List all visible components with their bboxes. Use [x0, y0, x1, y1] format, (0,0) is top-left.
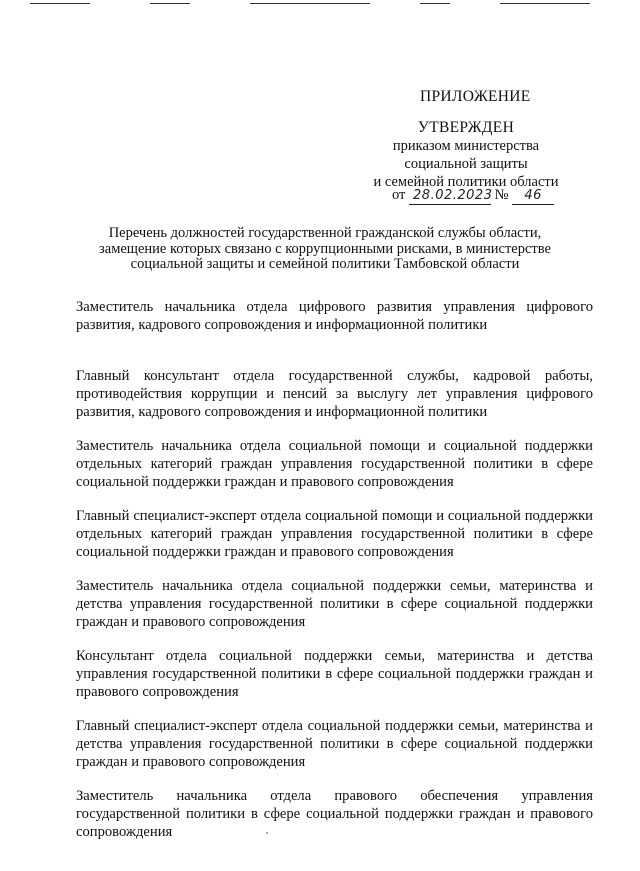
order-date: 28.02.2023 — [409, 188, 491, 205]
approved-title: УТВЕРЖДЕН — [417, 119, 515, 136]
order-number: 46 — [512, 188, 554, 205]
document-title-line: Перечень должностей государственной гражданской службы области, — [108, 225, 542, 241]
document-title-line: социальной защиты и семейной политики Тамбовской области — [130, 256, 520, 272]
position-item: Консультант отдела социальной поддержки семьи, материнства и детства управления государственной политики в сфере социальной поддержки граждан и правового сопровождения — [76, 648, 593, 700]
approved-by-line: и семейной политики области — [373, 174, 559, 190]
document-title-line: замещение которых связано с коррупционными рисками, в министерстве — [99, 240, 551, 257]
scan-speck — [266, 832, 268, 834]
position-item: Заместитель начальника отдела социальной поддержки семьи, материнства и детства управления государственной политики в сфере социальной поддержки граждан и правового сопровождения — [76, 578, 593, 630]
order-date-number-line — [392, 187, 554, 205]
position-item: Заместитель начальника отдела цифрового развития управления цифрового развития, кадрового сопровождения и информационной политики — [76, 299, 593, 333]
appendix-label: ПРИЛОЖЕНИЕ — [420, 88, 531, 105]
scan-top-edge — [0, 3, 640, 9]
positions-list — [76, 298, 593, 841]
position-item: Главный специалист-эксперт отдела социальной поддержки семьи, материнства и детства управления государственной политики в сфере социальной поддержки граждан и правового сопровождения — [76, 718, 593, 770]
position-item: Заместитель начальника отдела социальной помощи и социальной поддержки отдельных категорий граждан управления государственной политики в сфере социальной поддержки граждан и правового сопровождения — [76, 438, 593, 490]
position-item: Заместитель начальника отдела правового обеспечения управления государственной политики в сфере социальной поддержки граждан и правового сопровождения — [76, 788, 593, 840]
position-item: Главный специалист-эксперт отдела социальной помощи и социальной поддержки отдельных категорий граждан управления государственной политики в сфере социальной поддержки граждан и правового сопровождения — [76, 508, 593, 560]
position-item: Главный консультант отдела государственной службы, кадровой работы, противодействия коррупции и пенсий за выслугу лет управления цифрового развития, кадрового сопровождения и информационной политики — [76, 368, 593, 420]
number-prefix: № — [494, 187, 509, 203]
approval-block — [360, 119, 572, 191]
document-title — [80, 226, 570, 273]
approved-by-line: приказом министерства — [392, 138, 540, 154]
approved-by-line: социальной защиты — [404, 156, 528, 172]
date-prefix: от — [392, 187, 406, 203]
